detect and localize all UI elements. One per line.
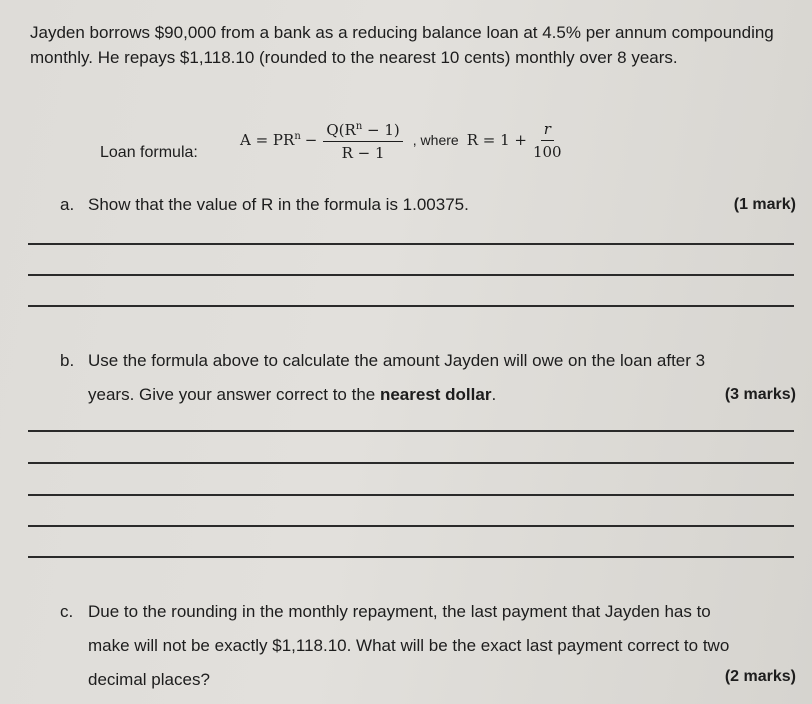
answer-line-b-1[interactable] (28, 430, 794, 432)
question-c-marks: (2 marks) (724, 668, 796, 685)
question-a-text: Show that the value of R in the formula is 1.00375. (88, 195, 469, 214)
question-b-text: Use the formula above to calculate the amount Jayden will owe on the loan after 3 years. Give your answer correct to the nearest dollar. (88, 351, 706, 404)
answer-line-b-2[interactable] (28, 462, 794, 464)
answer-line-b-4[interactable] (28, 525, 794, 527)
r-fraction (533, 120, 562, 161)
answer-line-a-3[interactable] (28, 305, 794, 307)
answer-line-b-5[interactable] (28, 556, 794, 558)
problem-intro: Jayden borrows $90,000 from a bank as a reducing balance loan at 4.5% per annum compounding monthly. He repays $1,118.10 (rounded to the nearest 10 cents) monthly over 8 years. (30, 23, 774, 67)
question-c (60, 595, 800, 697)
formula-minus: − (304, 131, 318, 149)
answer-line-a-1[interactable] (28, 243, 794, 245)
answer-line-a-2[interactable] (28, 274, 794, 276)
formula-label: Loan formula: (100, 144, 198, 161)
fraction-numerator: $Q(R^n - 1)$ (323, 118, 402, 142)
fraction-denominator: R − 1 (341, 144, 385, 162)
r-definition: R = 1 + (466, 131, 527, 149)
question-b (60, 344, 800, 412)
r-fraction-numerator: r (541, 120, 554, 141)
question-a (60, 188, 800, 222)
loan-formula (100, 112, 740, 168)
formula-expression (240, 112, 564, 168)
question-a-marks: (1 mark) (733, 196, 796, 213)
formula-lhs: $A = PR^n$ (240, 131, 301, 149)
question-c-text: Due to the rounding in the monthly repayment, the last payment that Jayden has to make will not be exactly $1,118.10. What will be the exact last payment correct to two decimal places? (88, 602, 730, 689)
answer-line-b-3[interactable] (28, 494, 794, 496)
formula-where: , where (412, 132, 459, 148)
question-c-letter: c. (60, 602, 74, 621)
question-b-letter: b. (60, 351, 75, 370)
r-fraction-denominator: 100 (532, 142, 562, 161)
formula-fraction (323, 118, 402, 162)
question-a-letter: a. (60, 195, 75, 214)
question-b-marks: (3 marks) (724, 386, 796, 403)
